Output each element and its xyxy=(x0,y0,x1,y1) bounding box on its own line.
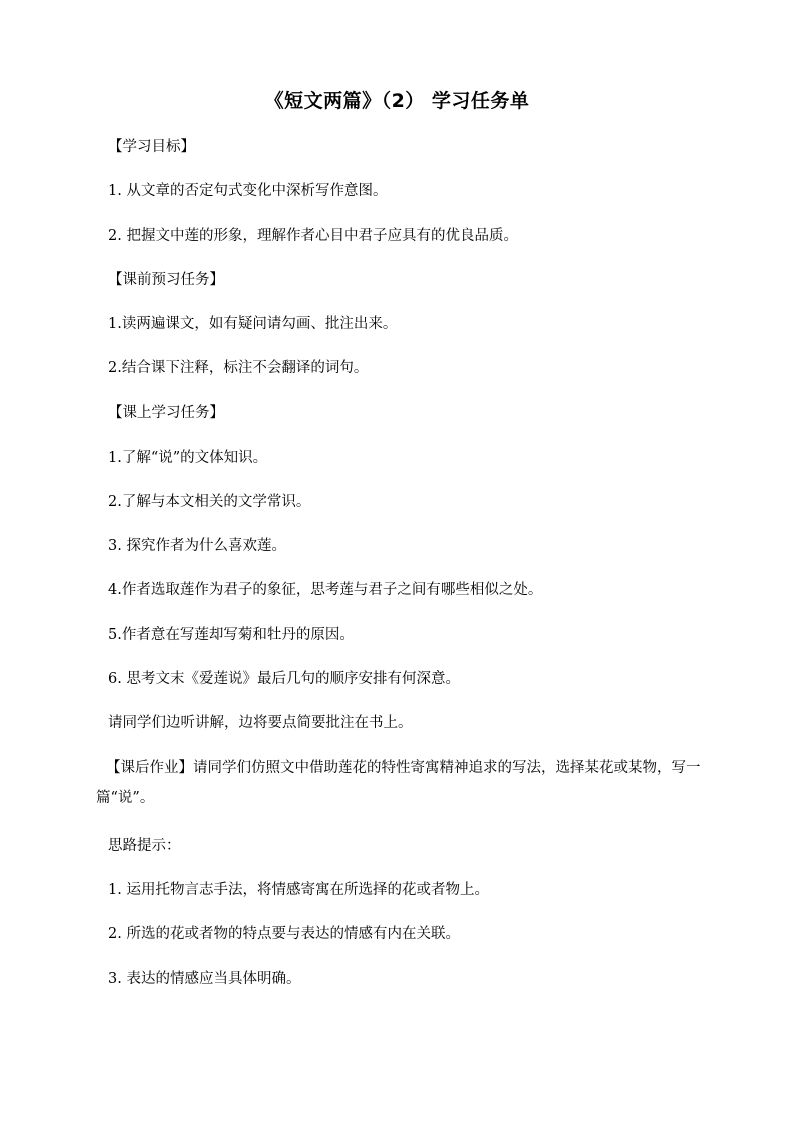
hint-item-3: 3. 表达的情感应当具体明确。 xyxy=(108,971,301,987)
homework-text: 请同学们仿照文中借助莲花的特性寄寓精神追求的写法，选择某花或某物，写一篇“说”。 xyxy=(96,760,701,806)
class-item-4: 4.作者选取莲作为君子的象征，思考莲与君子之间有哪些相似之处。 xyxy=(108,582,543,598)
class-item-1: 1.了解“说”的文体知识。 xyxy=(108,450,268,466)
preview-item-2: 2.结合课下注释，标注不会翻译的词句。 xyxy=(108,360,369,376)
hint-item-1: 1. 运用托物言志手法，将情感寄寓在所选择的花或者物上。 xyxy=(108,882,489,898)
homework-heading: 【课后作业】 xyxy=(106,760,193,776)
homework-paragraph xyxy=(96,753,736,813)
goals-heading: 【学习目标】 xyxy=(108,139,195,155)
class-note: 请同学们边听讲解，边将要点简要批注在书上。 xyxy=(108,715,413,731)
class-item-5: 5.作者意在写莲却写菊和牡丹的原因。 xyxy=(108,627,354,643)
goal-item-1: 1. 从文章的否定句式变化中深析写作意图。 xyxy=(108,183,388,199)
hint-item-2: 2. 所选的花或者物的特点要与表达的情感有内在关联。 xyxy=(108,926,460,942)
goal-item-2: 2. 把握文中莲的形象，理解作者心目中君子应具有的优良品质。 xyxy=(108,228,518,244)
class-item-6: 6. 思考文末《爱莲说》最后几句的顺序安排有何深意。 xyxy=(108,671,460,687)
preview-heading: 【课前预习任务】 xyxy=(108,272,224,288)
preview-item-1: 1.读两遍课文，如有疑问请勾画、批注出来。 xyxy=(108,316,398,332)
page-title: 《短文两篇》（2） 学习任务单 xyxy=(264,90,530,112)
class-item-3: 3. 探究作者为什么喜欢莲。 xyxy=(108,538,286,554)
class-heading: 【课上学习任务】 xyxy=(108,405,224,421)
class-item-2: 2.了解与本文相关的文学常识。 xyxy=(108,494,311,510)
hints-heading: 思路提示： xyxy=(108,838,181,854)
